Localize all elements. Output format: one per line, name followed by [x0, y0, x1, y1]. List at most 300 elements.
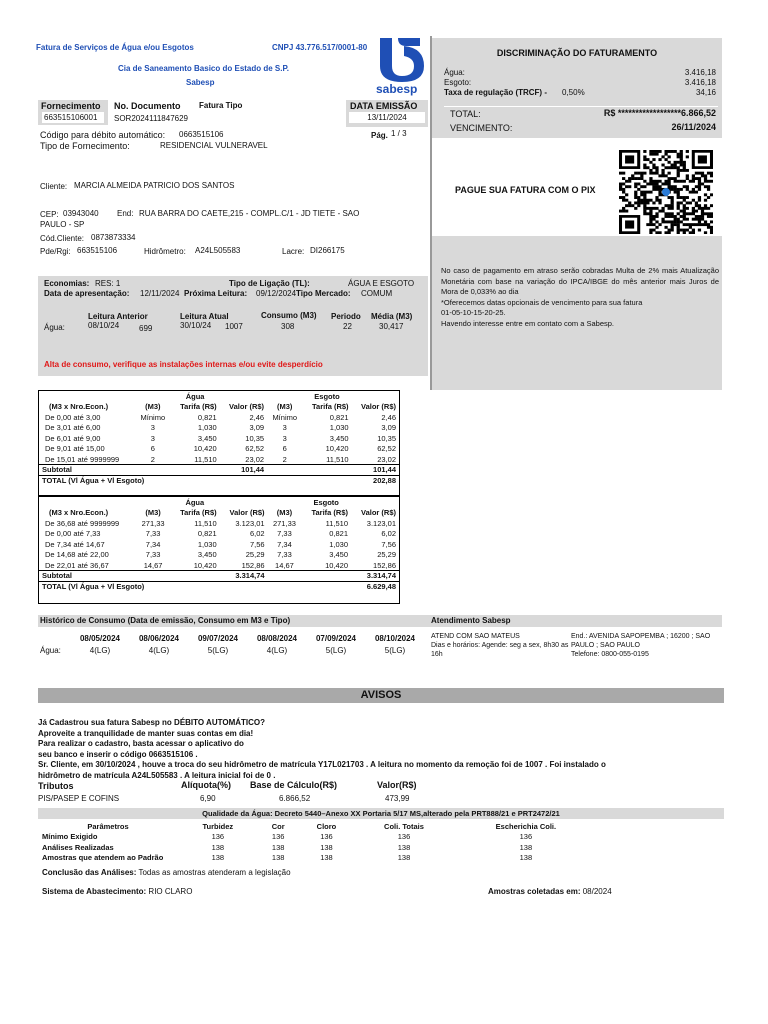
tariff-cell: 14,67 [143, 560, 163, 570]
quality-cell: 136 [211, 832, 225, 842]
col-media: Média (M3) [371, 312, 413, 321]
quality-table [38, 821, 598, 863]
column-header: Tarifa (R$) [180, 402, 217, 412]
column-header: Tarifa (R$) [312, 402, 349, 412]
sabesp-logo-icon [376, 36, 426, 82]
economias-label: Economias: [44, 279, 90, 288]
history-date: 08/08/2024 [256, 634, 298, 643]
pix-qr-code[interactable] [619, 150, 713, 234]
billing-title: DISCRIMINAÇÃO DO FATURAMENTO [496, 48, 658, 58]
blank-cell [171, 465, 220, 476]
tariff-cell: 152,86 [373, 560, 396, 570]
history-value: 5(LG) [207, 646, 229, 655]
subtotal-agua: 101,44 [220, 465, 267, 476]
tariff-cell: 10,35 [245, 433, 265, 443]
history-header-bar [38, 615, 722, 627]
tariff-cell: 2 [282, 454, 287, 464]
avisos-line1: Já Cadastrou sua fatura Sabesp no DÉBITO AUTOMÁTICO? [38, 718, 265, 727]
quality-title: Qualidade da Água: Decreto 5440–Anexo XX Portaria 5/17 MS,alterado pela PRT888/21 e PRT2472/21 [202, 809, 560, 818]
blank-cell [302, 465, 351, 476]
base-label: Base de Cálculo(R$) [250, 780, 338, 790]
tariff-cell: 6,02 [249, 529, 265, 539]
total-value: 6.629,48 [351, 581, 399, 592]
esgoto-group-label: Esgoto [313, 497, 339, 507]
leitura-atual-data: 30/10/24 [180, 321, 212, 330]
sabesp-logo [376, 36, 426, 94]
tariff-column-header [39, 508, 399, 519]
col-consumo: Consumo (M3) [261, 311, 317, 320]
tariff-cell: 25,29 [245, 550, 265, 560]
tariff-cell: 7,56 [381, 539, 396, 549]
blank-cell [220, 497, 268, 508]
history-entries [70, 634, 426, 664]
tariff-cell: 7,34 [145, 539, 161, 549]
leitura-atual-valor: 1007 [225, 322, 243, 331]
total-value: 202,88 [352, 475, 399, 486]
column-header: Tarifa (R$) [311, 508, 349, 518]
data-emissao-value: 13/11/2024 [349, 112, 425, 123]
blank-cell [220, 391, 267, 402]
tariff-cell: 1,030 [197, 423, 217, 433]
column-header: (M3) [276, 508, 293, 518]
col-leitura-anterior: Leitura Anterior [88, 312, 148, 321]
economias-value: RES: 1 [95, 279, 121, 288]
data-emissao-label: DATA EMISSÃO [350, 101, 418, 111]
consumo-value: 308 [281, 322, 295, 331]
tariff-cell: 0,821 [197, 529, 217, 539]
tariff-cell: 23,02 [245, 454, 265, 464]
tipo-ligacao-label: Tipo de Ligação (TL): [229, 279, 310, 288]
history-value: 5(LG) [384, 646, 406, 655]
tipo-ligacao-value: ÁGUA E ESGOTO [348, 279, 415, 288]
column-header: Valor (R$) [360, 508, 396, 518]
amostras-label: Amostras coletadas em: [488, 887, 581, 896]
cep-label: CEP: [40, 210, 59, 219]
payment-notice [441, 266, 719, 329]
tariff-row [39, 560, 399, 571]
leitura-anterior-data: 08/10/24 [88, 321, 120, 330]
fornecimento-value: 663515106001 [42, 112, 104, 123]
column-header: (M3) [145, 508, 161, 518]
tariff-cell: 11,510 [325, 518, 349, 528]
blank-cell [39, 391, 135, 402]
history-date: 08/05/2024 [79, 634, 121, 643]
no-documento-value: SOR2024111847629 [114, 114, 188, 123]
tariff-cell: De 0,00 até 7,33 [45, 529, 101, 539]
quality-cell: Análises Realizadas [42, 842, 114, 852]
fornecimento-label: Fornecimento [41, 101, 101, 111]
subtotal-esgoto: 3.314,74 [351, 571, 399, 582]
tariff-cell: 25,29 [377, 550, 396, 560]
tariff-cell: 23,02 [377, 454, 396, 464]
tariff-cell: 2,46 [381, 412, 396, 422]
proxima-leitura-value: 09/12/2024 [256, 289, 297, 298]
esgoto-group-label: Esgoto [314, 391, 340, 401]
codigo-debito-value: 0663515106 [179, 130, 224, 139]
billing-panel [432, 38, 722, 390]
tariff-cell: 11,510 [326, 454, 349, 464]
subtotal-esgoto: 101,44 [352, 465, 399, 476]
billing-item-value: 3.416,18 [684, 78, 716, 87]
tariff-cell: 2,46 [249, 412, 265, 422]
billing-item-label: Esgoto: [444, 78, 472, 87]
total-label: TOTAL (Vl Água + Vl Esgoto) [39, 581, 351, 592]
col-leitura-atual: Leitura Atual [180, 312, 229, 321]
column-header: (M3 x Nro.Econ.) [49, 508, 109, 518]
avisos-title: AVISOS [360, 689, 402, 701]
conclusao-value: Todas as amostras atenderam a legislação [138, 868, 291, 877]
quality-cell: Amostras que atendem ao Padrão [42, 853, 164, 863]
tariff-cell: De 15,01 até 9999999 [45, 454, 120, 464]
cep-value: 03943040 [63, 209, 99, 218]
end-value-1: RUA BARRA DO CAETE,215 - COMPL.C/1 - JD TIETE - SAO [139, 209, 360, 218]
tariff-column-header [39, 402, 399, 413]
quality-cell: Mínimo Exigido [42, 832, 98, 842]
tariff-cell: De 22,01 até 36,67 [45, 560, 109, 570]
history-entry [247, 634, 307, 655]
cod-cliente-value: 0873873334 [91, 233, 136, 242]
billing-item [444, 68, 716, 78]
company-name: Cia de Saneamento Basico do Estado de S.P. [118, 64, 290, 73]
column-header: Valor (R$) [360, 402, 396, 412]
fornecimento-box [38, 100, 108, 125]
total-row [39, 475, 399, 486]
periodo-value: 22 [343, 322, 352, 331]
atendimento-line2: Dias e horários: Agende: seg a sex, 8h30 as 16h [431, 642, 569, 658]
subtotal-label: Subtotal [39, 465, 135, 476]
avisos-line3: Para realizar o cadastro, basta acessar o aplicativo do [38, 739, 244, 748]
tariff-cell: 3,09 [381, 423, 396, 433]
subtotal-agua: 3.314,74 [220, 571, 268, 582]
history-value: 4(LG) [148, 646, 170, 655]
vencimento-value: 26/11/2024 [671, 122, 716, 132]
notice-4: Havendo interesse entre em contato com a Sabesp. [441, 318, 615, 328]
tariff-cell: 3,09 [249, 423, 265, 433]
tariff-group-header [39, 391, 399, 402]
tipo-fornecimento-value: RESIDENCIAL VULNERAVEL [160, 141, 268, 150]
history-entry [70, 634, 130, 655]
tributo-aliquota: 6,90 [200, 794, 216, 803]
quality-header: Cloro [316, 821, 337, 831]
tariff-cell: 6 [282, 444, 287, 454]
tariff-cell: 3.123,01 [235, 518, 265, 528]
lacre-value: DI266175 [310, 246, 345, 255]
tipo-mercado-label: Tipo Mercado: [296, 289, 351, 298]
quality-cell: 136 [519, 832, 533, 842]
quality-cell: 136 [271, 832, 285, 842]
history-date: 08/10/2024 [374, 634, 416, 643]
tariff-cell: 3,450 [197, 433, 217, 443]
tariff-cell: Mínimo [140, 412, 166, 422]
tariff-table-2 [38, 496, 400, 604]
amostras [488, 887, 612, 896]
history-date: 07/09/2024 [315, 634, 357, 643]
tariff-cell: 7,33 [145, 529, 161, 539]
tariff-cell: 10,420 [325, 560, 349, 570]
column-header: Tarifa (R$) [180, 508, 217, 518]
reading-row-label: Água: [44, 323, 65, 332]
cod-cliente-label: Cód.Cliente: [40, 234, 85, 243]
tariff-row [39, 433, 399, 444]
quality-cell: 138 [211, 842, 225, 852]
subtotal-row [39, 465, 399, 476]
qr-code-icon [619, 150, 713, 234]
history-date: 09/07/2024 [197, 634, 239, 643]
avisos-text [38, 718, 606, 781]
valor-label: Valor(R$) [377, 780, 417, 790]
tariff-cell: 3 [282, 433, 287, 443]
tariff-cell: 7,56 [249, 539, 265, 549]
tariff-cell: 3,450 [197, 550, 217, 560]
col-periodo: Periodo [331, 312, 361, 321]
notice-1: No caso de pagamento em atraso serão cobradas Multa de 2% mais Atualização Monetária com base na variação do IPCA/IBGE do mês anterior mais Juros de Mora de 0,033% ao dia [441, 266, 719, 296]
tariff-cell: 271,33 [141, 518, 165, 528]
tariff-row [39, 454, 399, 465]
tariff-cell: 6,02 [381, 529, 396, 539]
quality-header: Coli. Totais [384, 821, 424, 831]
no-documento-label: No. Documento [114, 101, 181, 111]
billing-item-rate: 0,50% [562, 88, 585, 97]
history-row-label: Água: [40, 646, 61, 655]
quality-header: Cor [271, 821, 285, 831]
tariff-cell: 62,52 [245, 444, 265, 454]
tariff-cell: 0,821 [197, 412, 217, 422]
tariff-cell: 152,86 [241, 560, 265, 570]
tariff-cell: De 0,00 até 3,00 [45, 412, 101, 422]
column-header: (M3 x Nro.Econ.) [49, 402, 109, 412]
pde-value: 663515106 [77, 246, 118, 255]
tariff-table-1-grid [39, 391, 399, 486]
blank-cell [136, 497, 170, 508]
cliente-label: Cliente: [40, 182, 68, 191]
agua-group-label: Água [185, 497, 205, 507]
tariff-cell: De 7,34 até 14,67 [45, 539, 105, 549]
tariff-table-1 [38, 390, 400, 496]
cnpj: CNPJ 43.776.517/0001-80 [272, 43, 368, 52]
tariff-cell: 3.123,01 [366, 518, 396, 528]
tariff-table-2-grid [39, 497, 399, 592]
blank-cell [352, 391, 399, 402]
tributo-base: 6.866,52 [279, 794, 311, 803]
atendimento-line1: ATEND COM SAO MATEUS [431, 633, 520, 640]
tariff-cell: 10,420 [193, 444, 217, 454]
company-short-name: Sabesp [186, 78, 215, 87]
tariff-cell: De 36,68 até 9999999 [45, 518, 120, 528]
history-value: 4(LG) [89, 646, 111, 655]
tariff-cell: 7,33 [277, 529, 292, 539]
total-label: TOTAL: [450, 109, 481, 119]
vencimento-label: VENCIMENTO: [450, 123, 513, 133]
sistema-label: Sistema de Abastecimento: [42, 887, 147, 896]
tariff-cell: 3 [150, 433, 155, 443]
end-label: End: [117, 209, 134, 218]
quality-cell: 138 [320, 842, 333, 852]
blank-cell [39, 497, 136, 508]
column-header: (M3) [145, 402, 161, 412]
blank-cell [135, 465, 170, 476]
tariff-cell: 6 [150, 444, 155, 454]
hidrometro-label: Hidrômetro: [144, 247, 186, 256]
tariff-row [39, 423, 399, 434]
blank-cell [267, 465, 302, 476]
column-header: (M3) [277, 402, 293, 412]
quality-cell: 138 [271, 842, 285, 852]
pag-value: 1 / 3 [391, 129, 407, 138]
codigo-debito-label: Código para débito automático: [40, 130, 166, 140]
history-entry [306, 634, 366, 655]
atendimento-end: End.: AVENIDA SAPOPEMBA ; 16200 ; SAO PAULO ; SAO PAULO [571, 633, 711, 649]
quality-cell: 136 [397, 832, 411, 842]
data-emissao-box [346, 100, 428, 127]
agua-group-label: Água [185, 391, 205, 401]
reading-panel [38, 276, 428, 376]
data-apresentacao-label: Data de apresentação: [44, 289, 130, 298]
blank-cell [135, 391, 170, 402]
atendimento-title: Atendimento Sabesp [431, 616, 511, 625]
history-value: 5(LG) [325, 646, 347, 655]
cliente-value: MARCIA ALMEIDA PATRICIO DOS SANTOS [74, 181, 235, 190]
tariff-cell: 7,33 [145, 550, 161, 560]
tariff-cell: 1,030 [329, 423, 349, 433]
quality-row [38, 842, 598, 853]
quality-cell: 138 [519, 853, 533, 863]
leitura-anterior-valor: 699 [139, 324, 153, 333]
amostras-value: 08/2024 [582, 887, 612, 896]
tariff-cell: 10,35 [377, 433, 396, 443]
quality-header: Escherichia Coli. [495, 821, 557, 831]
billing-item-value: 34,16 [695, 88, 716, 97]
consumption-alert: Alta de consumo, verifique as instalações internas e/ou evite desperdício [44, 360, 323, 369]
blank-cell [268, 497, 302, 508]
notice-3: 01-05-10-15-20-25. [441, 308, 506, 317]
conclusao [42, 868, 291, 877]
aliquota-label: Alíquota(%) [181, 780, 231, 790]
tributo-valor: 473,99 [385, 794, 410, 803]
tariff-cell: 3 [282, 423, 287, 433]
tariff-cell: 1,030 [197, 539, 217, 549]
tariff-cell: 7,34 [277, 539, 292, 549]
avisos-bar [38, 688, 724, 703]
quality-row [38, 832, 598, 843]
blank-cell [136, 571, 170, 582]
column-header: Valor (R$) [229, 508, 265, 518]
service-title: Fatura de Serviços de Água e/ou Esgotos [36, 43, 194, 52]
lacre-label: Lacre: [282, 247, 305, 256]
blank-cell [268, 571, 302, 582]
history-entry [129, 634, 189, 655]
tariff-cell: 2 [150, 454, 155, 464]
tariff-cell: De 9,01 até 15,00 [45, 444, 105, 454]
billing-total-divider [444, 106, 718, 107]
tariff-cell: 3,450 [329, 433, 349, 443]
history-date: 08/06/2024 [138, 634, 180, 643]
blank-cell [267, 391, 302, 402]
tariff-cell: 7,33 [277, 550, 292, 560]
tariff-cell: 62,52 [377, 444, 396, 454]
media-value: 30,417 [379, 322, 404, 331]
tipo-mercado-value: COMUM [361, 289, 393, 298]
total-label: TOTAL (Vl Água + Vl Esgoto) [39, 475, 352, 486]
subtotal-label: Subtotal [39, 571, 136, 582]
tributo-name: PIS/PASEP E COFINS [38, 794, 120, 803]
blank-cell [301, 571, 351, 582]
history-value: 4(LG) [266, 646, 288, 655]
tariff-row [39, 550, 399, 561]
tariff-row [39, 529, 399, 540]
blank-cell [170, 571, 220, 582]
billing-item-label: Água: [444, 68, 465, 77]
blank-cell [351, 497, 399, 508]
notice-2: *Oferecemos datas opcionais de vencimento para sua fatura [441, 297, 643, 307]
avisos-line4: seu banco e inserir o código 0663515106 . [38, 749, 198, 759]
hidrometro-value: A24L505583 [195, 246, 241, 255]
tariff-cell: 0,821 [329, 412, 349, 422]
quality-header: Turbidez [202, 821, 234, 831]
atendimento-tel: Telefone: 0800-055-0195 [571, 651, 649, 658]
quality-cell: 138 [211, 853, 225, 863]
tributos-title: Tributos [38, 781, 74, 791]
billing-item-label: Taxa de regulação (TRCF) - [444, 88, 547, 97]
data-apresentacao-value: 12/11/2024 [140, 289, 180, 298]
history-entry [365, 634, 425, 655]
quality-cell: 138 [397, 842, 411, 852]
tariff-cell: De 6,01 até 9,00 [45, 433, 101, 443]
pde-label: Pde/Rgi: [40, 247, 71, 256]
fatura-tipo-label: Fatura Tipo [199, 101, 243, 110]
quality-cell: 138 [271, 853, 285, 863]
tariff-row [39, 444, 399, 455]
pag-label: Pág. [371, 131, 388, 140]
tariff-cell: 1,030 [329, 539, 349, 549]
tariff-cell: 0,821 [329, 529, 349, 539]
end-value-2: PAULO - SP [40, 220, 85, 229]
billing-item [444, 78, 716, 88]
tariff-cell: 3,450 [329, 550, 349, 560]
avisos-line6: hidrômetro de matrícula A24L505583 . A leitura inicial foi de 0 . [38, 770, 276, 780]
tariff-cell: 10,420 [325, 444, 349, 454]
quality-row [38, 853, 598, 864]
pix-label: PAGUE SUA FATURA COM O PIX [455, 185, 596, 195]
history-entry [188, 634, 248, 655]
subtotal-row [39, 571, 399, 582]
total-value: R$ ******************6.866,52 [603, 108, 716, 118]
tariff-group-header [39, 497, 399, 508]
history-title: Histórico de Consumo (Data de emissão, Consumo em M3 e Tipo) [40, 616, 291, 625]
tipo-fornecimento-label: Tipo de Fornecimento: [40, 141, 130, 151]
tariff-cell: De 3,01 até 6,00 [45, 423, 101, 433]
quality-cell: 136 [320, 832, 333, 842]
tariff-cell: 11,510 [194, 518, 217, 528]
quality-cell: 138 [519, 842, 533, 852]
total-row [39, 581, 399, 592]
quality-header: Parâmetros [87, 821, 129, 831]
tariff-cell: 10,420 [193, 560, 217, 570]
proxima-leitura-label: Próxima Leitura: [184, 289, 248, 298]
billing-item-value: 3.416,18 [684, 68, 716, 77]
atendimento-contact [571, 632, 721, 659]
quality-cell: 138 [397, 853, 411, 863]
sistema [42, 887, 192, 896]
atendimento-info [431, 632, 581, 659]
tariff-cell: 3 [150, 423, 155, 433]
tariff-cell: 271,33 [272, 518, 296, 528]
tariff-cell: De 14,68 até 22,00 [45, 550, 109, 560]
tariff-cell: Mínimo [272, 412, 298, 422]
quality-bar [38, 808, 724, 819]
quality-header-row [38, 821, 598, 832]
sistema-value: RIO CLARO [148, 887, 193, 896]
tariff-row [39, 539, 399, 550]
